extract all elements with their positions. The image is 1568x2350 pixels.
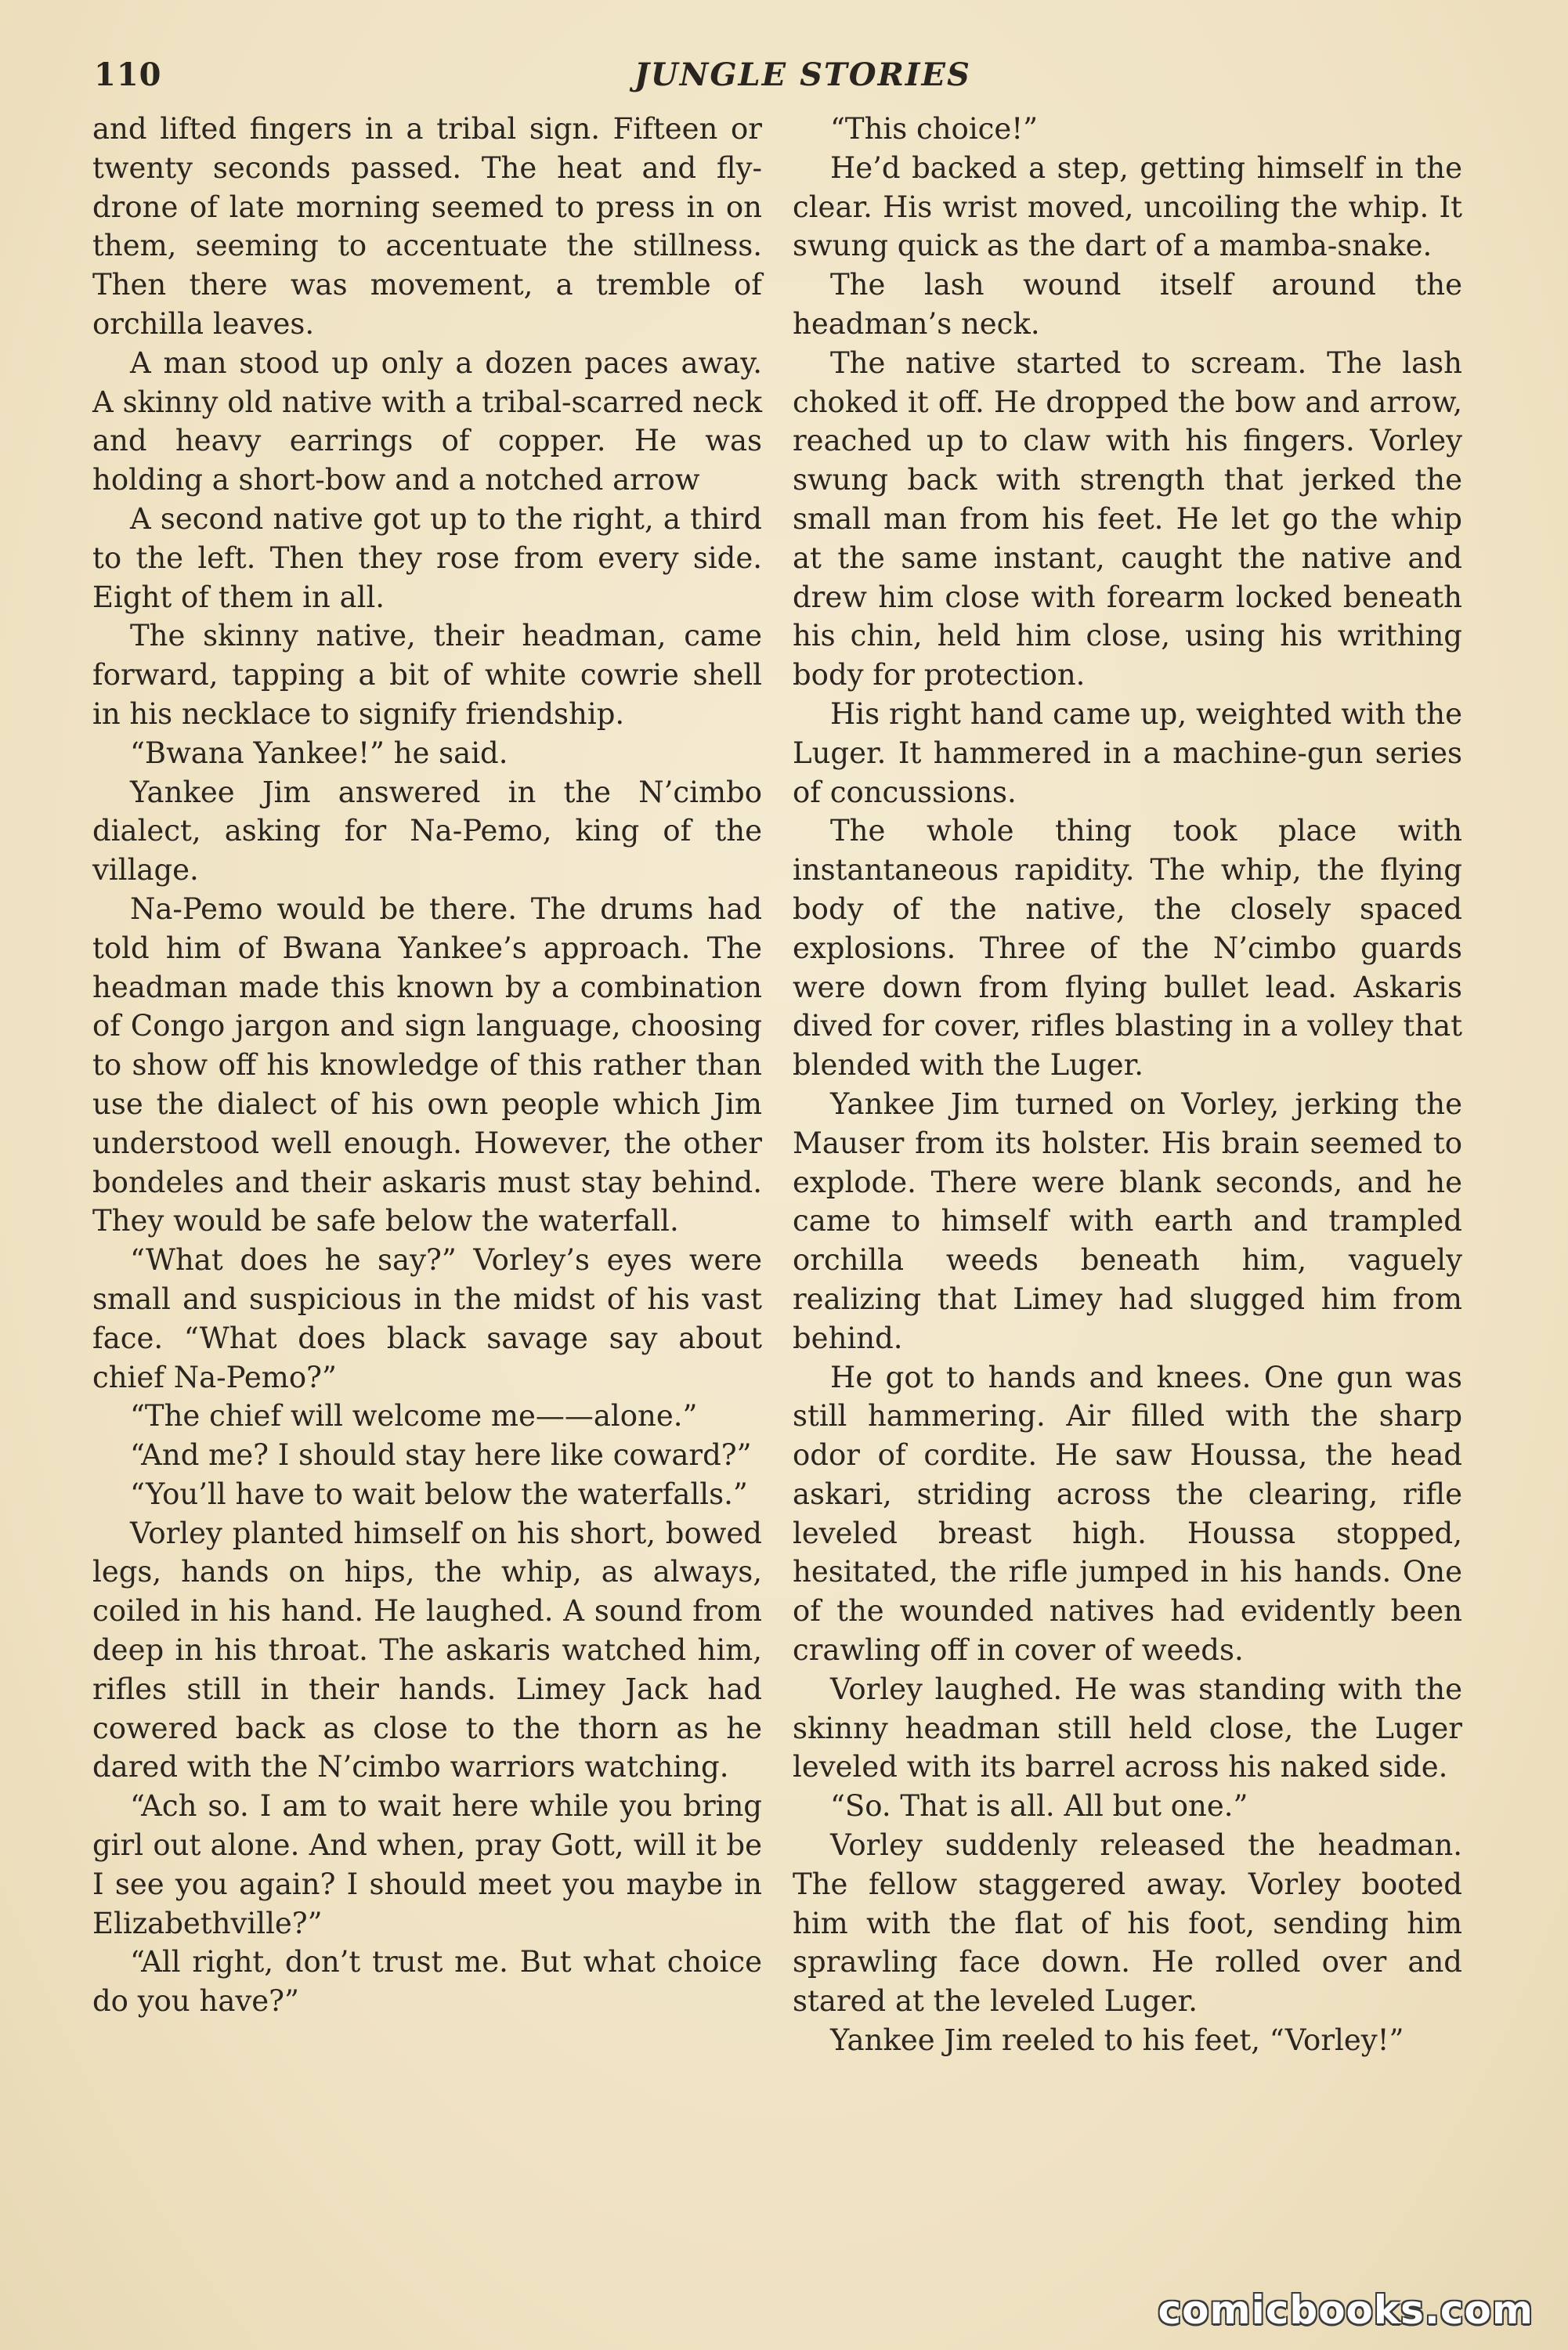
paragraph: His right hand came up, weighted with the Luger. It hammered in a machine-gun series of concussions. bbox=[793, 696, 1462, 809]
page-number: 110 bbox=[94, 56, 162, 93]
paragraph: Vorley suddenly released the headman. The fellow staggered away. Vorley booted him with the flat of his foot, sending him sprawling face down. He rolled over and stared at the leveled Luger. bbox=[793, 1828, 1462, 2019]
page-header bbox=[94, 56, 1474, 103]
paragraph: “All right, don’t trust me. But what choice do you have?” bbox=[92, 1945, 762, 2019]
paragraph: “This choice!” bbox=[830, 112, 1039, 146]
paragraph: “The chief will welcome me——alone.” bbox=[130, 1399, 698, 1434]
paragraph: The skinny native, their headman, came forward, tapping a bit of white cowrie shell in his necklace to signify friendship. bbox=[92, 619, 762, 731]
paragraph: “Ach so. I am to wait here while you bring girl out alone. And when, pray Gott, will it be I see you again? I should meet you maybe in Elizabethville?” bbox=[92, 1789, 762, 1940]
left-column bbox=[92, 110, 762, 2021]
paragraph: Yankee Jim reeled to his feet, “Vorley!” bbox=[830, 2023, 1404, 2058]
paragraph: The whole thing took place with instantaneous rapidity. The whip, the flying body of the native, the closely spaced explosions. Three of the N’cimbo guards were down from flying bullet lead. Askaris dived for cover, rifles blasting in a volley that blended with the Luger. bbox=[793, 814, 1462, 1083]
paragraph: “And me? I should stay here like coward?” bbox=[130, 1438, 752, 1473]
paragraph: “What does he say?” Vorley’s eyes were small and suspicious in the midst of his vast face. “What does black savage say about chief Na-Pemo?” bbox=[92, 1243, 762, 1394]
paragraph: Vorley laughed. He was standing with the skinny headman still held close, the Luger leveled with its barrel across his naked side. bbox=[793, 1672, 1462, 1784]
paragraph: Yankee Jim answered in the N’cimbo dialect, asking for Na-Pemo, king of the village. bbox=[92, 775, 762, 888]
paragraph: Na-Pemo would be there. The drums had told him of Bwana Yankee’s approach. The headman made this known by a combination of Congo jargon and sign language, choosing to show off his knowledge of this rather than use the dialect of his own people which Jim understood well enough. However, the other bondeles and their askaris must stay behind. They would be safe below the waterfall. bbox=[92, 891, 762, 1238]
paragraph: He’d backed a step, getting himself in the clear. His wrist moved, uncoiling the whip. It swung quick as the dart of a mamba-snake. bbox=[793, 150, 1462, 263]
paragraph: Vorley planted himself on his short, bowed legs, hands on hips, the whip, as always, coiled in his hand. He laughed. A sound from deep in his throat. The askaris watched him, rifles still in their hands. Limey Jack had cowered back as close to the thorn as he dared with the N’cimbo warriors watching. bbox=[92, 1516, 762, 1784]
running-head: JUNGLE STORIES bbox=[634, 56, 971, 93]
paragraph: Yankee Jim turned on Vorley, jerking the Mauser from its holster. His brain seemed to explode. There were blank seconds, and he came to himself with earth and trampled orchilla weeds beneath him, vaguely realizing that Limey had slugged him from behind. bbox=[793, 1086, 1462, 1355]
paragraph: “So. That is all. All but one.” bbox=[830, 1789, 1248, 1824]
paragraph: A man stood up only a dozen paces away. A skinny old native with a tribal-scarred neck and heavy earrings of copper. He was holding a short-bow and a notched arrow bbox=[92, 345, 762, 497]
right-column bbox=[793, 110, 1462, 2060]
paragraph: The lash wound itself around the headman’s neck. bbox=[793, 268, 1462, 341]
paragraph: He got to hands and knees. One gun was still hammering. Air filled with the sharp odor of cordite. He saw Houssa, the head askari, striding across the clearing, rifle leveled breast high. Houssa stopped, hesitated, the rifle jumped in his hands. One of the wounded natives had evidently been crawling off in cover of weeds. bbox=[793, 1360, 1462, 1668]
paragraph: and lifted fingers in a tribal sign. Fifteen or twenty seconds passed. The heat and fly-drone of late morning seemed to press in on them, seeming to accentuate the stillness. Then there was movement, a tremble of orchilla leaves. bbox=[92, 112, 762, 341]
paragraph: The native started to scream. The lash choked it off. He dropped the bow and arrow, reached up to claw with his fingers. Vorley swung back with strength that jerked the small man from his feet. He let go the whip at the same instant, caught the native and drew him close with forearm locked beneath his chin, held him close, using his writhing body for protection. bbox=[793, 345, 1462, 692]
paragraph: “Bwana Yankee!” he said. bbox=[130, 736, 508, 770]
watermark-logo: comicbooks.com bbox=[1158, 2287, 1534, 2333]
paragraph: “You’ll have to wait below the waterfalls.” bbox=[130, 1477, 748, 1511]
paragraph: A second native got up to the right, a third to the left. Then they rose from every side. Eight of them in all. bbox=[92, 501, 762, 614]
